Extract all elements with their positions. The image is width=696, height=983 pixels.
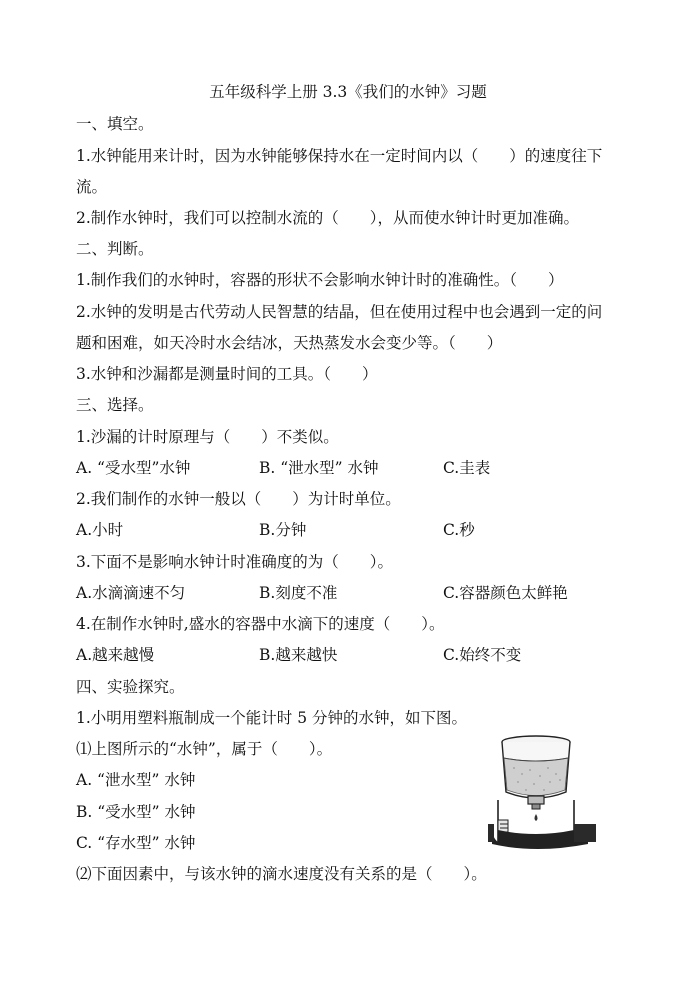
section-heading-fill: 一、填空。 xyxy=(76,115,154,133)
judge-question-2-cont: 题和困难，如天冷时水会结冰，天热蒸发水会变少等。（ ） xyxy=(76,334,503,352)
explore-sub1-option-a: A. “泄水型” 水钟 xyxy=(76,771,196,789)
choose-question-4: 4.在制作水钟时,盛水的容器中水滴下的速度（ ）。 xyxy=(76,615,445,633)
choose-q2-option-c: C.秒 xyxy=(443,521,475,539)
explore-subquestion-1: ⑴上图所示的“水钟”，属于（ ）。 xyxy=(76,740,333,758)
fill-question-1: 1.水钟能用来计时，因为水钟能够保持水在一定时间内以（ ）的速度往下 xyxy=(76,147,603,165)
section-heading-explore: 四、实验探究。 xyxy=(76,678,185,696)
choose-q3-option-b: B.刻度不准 xyxy=(259,584,338,602)
fill-question-1-cont: 流。 xyxy=(76,178,108,196)
choose-q1-option-a: A. “受水型”水钟 xyxy=(76,459,191,477)
choose-q2-option-a: A.小时 xyxy=(76,521,124,539)
judge-question-1: 1.制作我们的水钟时，容器的形状不会影响水钟计时的准确性。（ ） xyxy=(76,271,564,289)
explore-question-1: 1.小明用塑料瓶制成一个能计时 5 分钟的水钟，如下图。 xyxy=(76,709,468,727)
explore-sub1-option-b: B. “受水型” 水钟 xyxy=(76,803,196,821)
choose-question-2: 2.我们制作的水钟一般以（ ）为计时单位。 xyxy=(76,490,401,508)
choose-q4-option-c: C.始终不变 xyxy=(443,646,522,664)
choose-q1-option-b: B. “泄水型” 水钟 xyxy=(259,459,379,477)
judge-question-2: 2.水钟的发明是古代劳动人民智慧的结晶，但在使用过程中也会遇到一定的问 xyxy=(76,303,603,321)
explore-subquestion-2: ⑵下面因素中，与该水钟的滴水速度没有关系的是（ ）。 xyxy=(76,865,487,883)
choose-q1-option-c: C.圭表 xyxy=(443,459,491,477)
judge-question-3: 3.水钟和沙漏都是测量时间的工具。（ ） xyxy=(76,365,378,383)
section-heading-choose: 三、选择。 xyxy=(76,396,154,414)
water-clock-illustration xyxy=(488,730,608,850)
page-title: 五年级科学上册 3.3《我们的水钟》习题 xyxy=(209,83,487,101)
choose-q3-option-c: C.容器颜色太鲜艳 xyxy=(443,584,568,602)
explore-sub1-option-c: C. “存水型” 水钟 xyxy=(76,834,196,852)
choose-q4-option-b: B.越来越快 xyxy=(259,646,338,664)
choose-question-1: 1.沙漏的计时原理与（ ）不类似。 xyxy=(76,428,339,446)
fill-question-2: 2.制作水钟时，我们可以控制水流的（ ），从而使水钟计时更加准确。 xyxy=(76,209,580,227)
choose-question-3: 3.下面不是影响水钟计时准确度的为（ ）。 xyxy=(76,553,394,571)
choose-q2-option-b: B.分钟 xyxy=(259,521,307,539)
choose-q4-option-a: A.越来越慢 xyxy=(76,646,155,664)
choose-q3-option-a: A.水滴滴速不匀 xyxy=(76,584,186,602)
section-heading-judge: 二、判断。 xyxy=(76,240,154,258)
